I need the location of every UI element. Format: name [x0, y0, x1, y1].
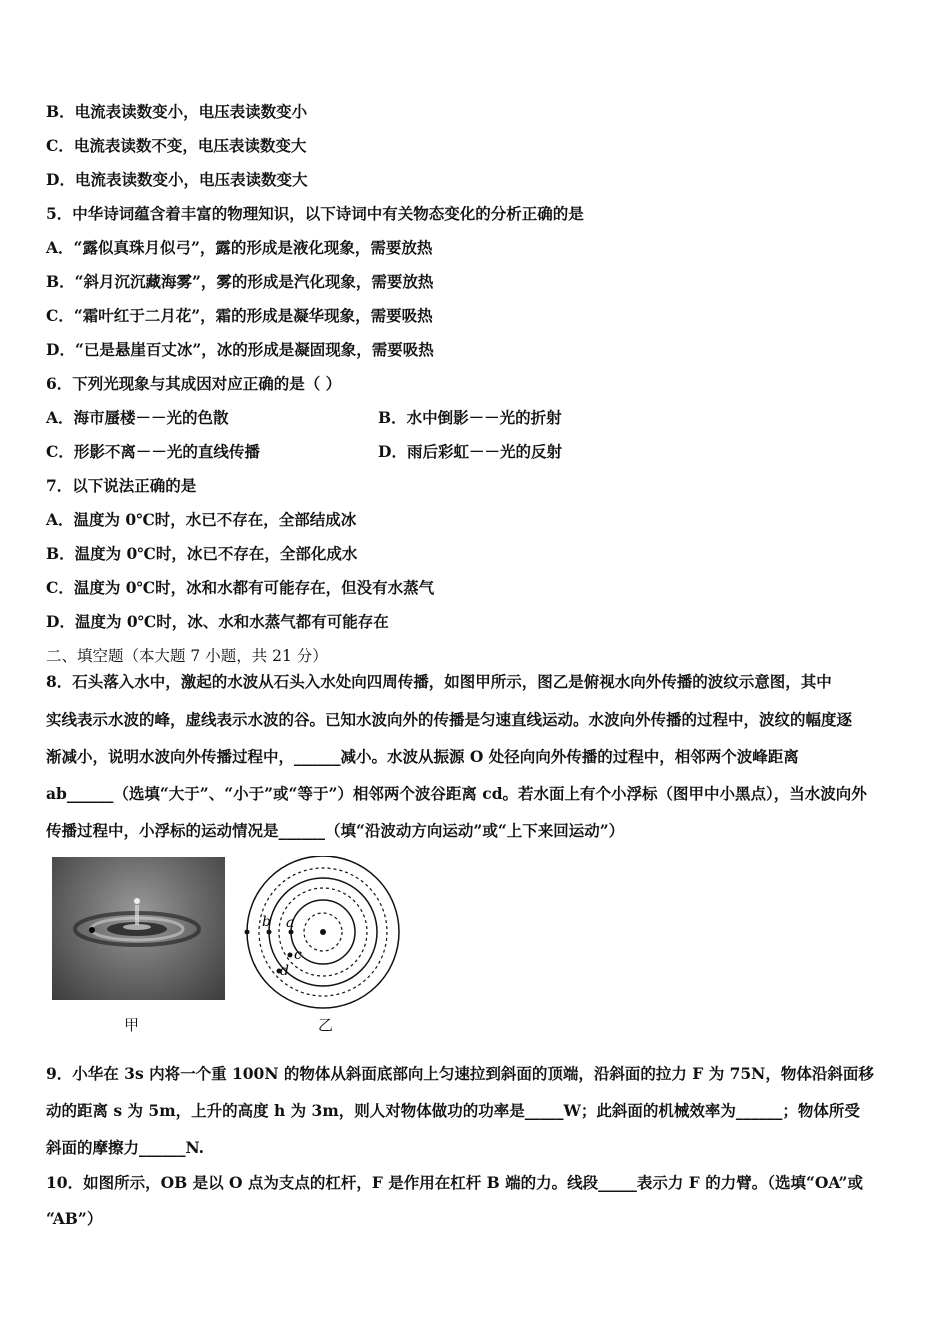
q6-option-a: A．海市蜃楼－－光的色散	[46, 408, 229, 427]
q6-option-d: D．雨后彩虹－－光的反射	[378, 442, 562, 461]
label-d: d	[280, 963, 289, 979]
q6-option-c: C．形影不离－－光的直线传播	[46, 442, 260, 461]
point-marker-b	[267, 930, 272, 935]
q4-option-d: D．电流表读数变小，电压表读数变大	[46, 170, 308, 189]
label-a: a	[286, 915, 295, 931]
point-marker-outer	[245, 930, 250, 935]
figure-jia-photo	[52, 857, 225, 1000]
label-c: c	[294, 947, 302, 963]
q9-line-1: 9．小华在 3s 内将一个重 100N 的物体从斜面底部向上匀速拉到斜面的顶端，沿斜面的拉力 F 为 75N，物体沿斜面移	[46, 1064, 874, 1083]
ripple-photo-graphic	[52, 857, 225, 1000]
q6-option-b: B．水中倒影－－光的折射	[378, 408, 562, 427]
q4-option-c: C．电流表读数不变，电压表读数变大	[46, 136, 307, 155]
q7-stem: 7．以下说法正确的是	[46, 476, 197, 495]
source-point-o	[320, 929, 326, 935]
q8-line-5: 传播过程中，小浮标的运动情况是______（填“沿波动方向运动”或“上下来回运动”）	[46, 821, 625, 840]
q10-line-1: 10．如图所示，OB 是以 O 点为支点的杠杆，F 是作用在杠杆 B 端的力。线段_____表示力 F 的力臂。（选填“OA”或	[46, 1173, 863, 1192]
q7-option-c: C．温度为 0℃时，冰和水都有可能存在，但没有水蒸气	[46, 578, 435, 597]
q6-stem: 6．下列光现象与其成因对应正确的是（ ）	[46, 374, 342, 393]
q7-option-b: B．温度为 0℃时，冰已不存在，全部化成水	[46, 544, 358, 563]
q7-option-a: A．温度为 0℃时，水已不存在，全部结成冰	[46, 510, 357, 529]
q7-option-d: D．温度为 0℃时，冰、水和水蒸气都有可能存在	[46, 612, 389, 631]
q4-option-b: B．电流表读数变小，电压表读数变小	[46, 102, 308, 121]
figure-yi-wave-diagram	[243, 856, 403, 1016]
q8-line-3: 渐减小，说明水波向外传播过程中，______减小。水波从振源 O 处径向向外传播的过程中，相邻两个波峰距离	[46, 747, 799, 766]
q8-line-2: 实线表示水波的峰，虚线表示水波的谷。已知水波向外的传播是匀速直线运动。水波向外传播的过程中，波纹的幅度逐	[46, 710, 853, 729]
figure-yi-label: 乙	[318, 1016, 334, 1034]
q5-option-c: C．“霜叶红于二月花”，霜的形成是凝华现象，需要吸热	[46, 306, 433, 325]
q5-option-d: D．“已是悬崖百丈冰”，冰的形成是凝固现象，需要吸热	[46, 340, 434, 359]
figure-jia-label: 甲	[124, 1016, 140, 1034]
q10-line-2: “AB”）	[46, 1209, 103, 1228]
q5-stem: 5．中华诗词蕴含着丰富的物理知识，以下诗词中有关物态变化的分析正确的是	[46, 204, 584, 223]
label-b: b	[262, 914, 271, 930]
q5-option-b: B．“斜月沉沉藏海雾”，雾的形成是汽化现象，需要放热	[46, 272, 434, 291]
q5-option-a: A．“露似真珠月似弓”，露的形成是液化现象，需要放热	[46, 238, 433, 257]
q8-line-1: 8．石头落入水中，激起的水波从石头入水处向四周传播，如图甲所示，图乙是俯视水向外传播的波纹示意图，其中	[46, 672, 832, 691]
q8-line-4: ab______（选填“大于”、“小于”或“等于”）相邻两个波谷距离 cd。若水面上有个小浮标（图甲中小黑点），当水波向外	[46, 784, 867, 803]
q9-line-3: 斜面的摩擦力______N.	[46, 1138, 205, 1157]
section-heading: 二、填空题（本大题 7 小题，共 21 分）	[46, 647, 328, 665]
point-marker-c	[288, 953, 293, 958]
q9-line-2: 动的距离 s 为 5m，上升的高度 h 为 3m，则人对物体做功的功率是_____W；此斜面的机械效率为______；物体所受	[46, 1101, 860, 1120]
